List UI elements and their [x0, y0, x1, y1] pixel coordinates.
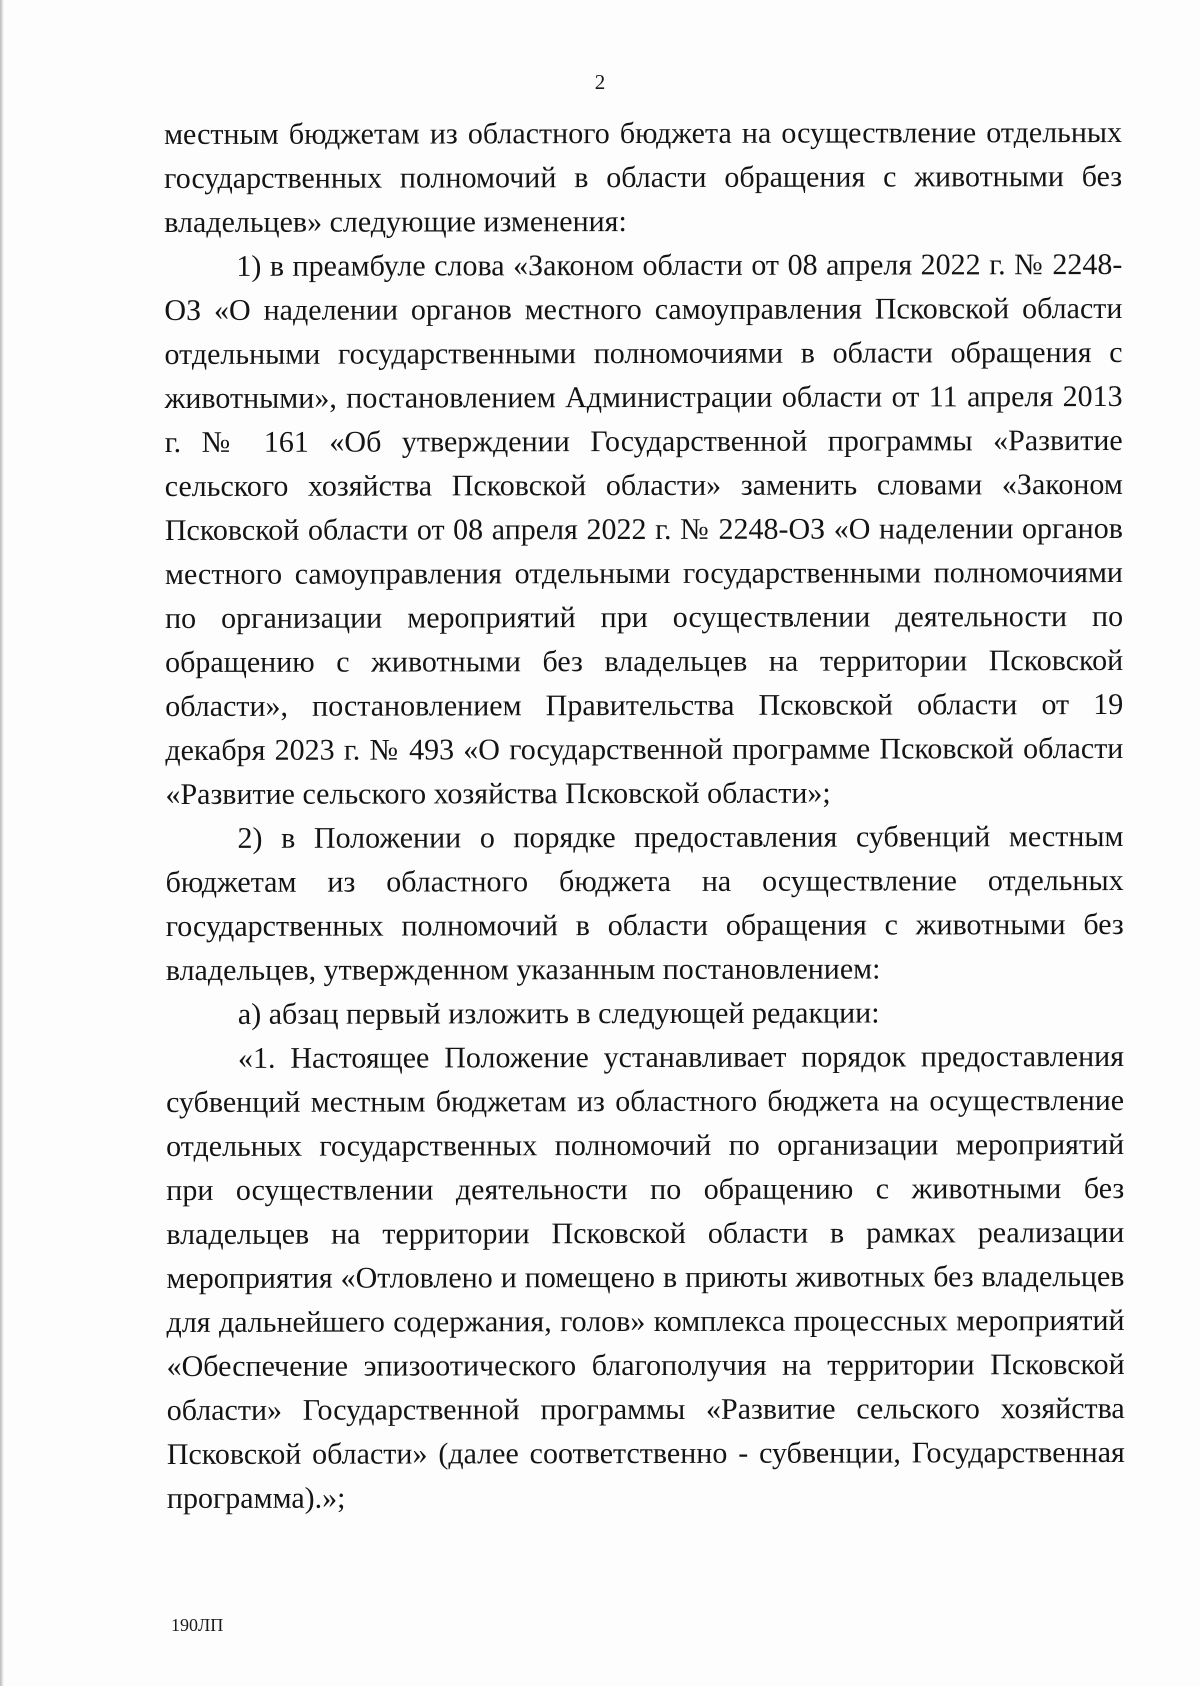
- paragraph-continuation: местным бюджетам из областного бюджета на осуществление отдельных государственных полномочий в области обращения с животными без владельцев» следующие изменения:: [164, 115, 1123, 239]
- scan-edge: [0, 0, 4, 1686]
- paragraph-item-2: 2) в Положении о порядке предоставления субвенций местным бюджетам из областного бюджета на осуществление отдельных государственных полномочий в области обращения с животными без владельцев, утвержденном указанным постановлением:: [165, 819, 1124, 987]
- paragraph-item-1: 1) в преамбуле слова «Законом области от 08 апреля 2022 г. № 2248-ОЗ «О наделении органов местного самоуправления Псковской области отдельными государственными полномочиями в области обращения с животными», постановлением Администрации области от 11 апреля 2013 г. № 161 «Об утверждении Государственной программы «Развитие сельского хозяйства Псковской области» заменить словами «Законом Псковской области от 08 апреля 2022 г. № 2248-ОЗ «О наделении органов местного самоуправления отдельными государственными полномочиями по организации мероприятий при осуществлении деятельности по обращению с животными без владельцев на территории Псковской области», постановлением Правительства Псковской области от 19 декабря 2023 г. № 493 «О государственной программе Псковской области «Развитие сельского хозяйства Псковской области»;: [164, 247, 1124, 811]
- document-body: [164, 111, 1125, 1521]
- paragraph-item-2a: а) абзац первый изложить в следующей редакции:: [237, 996, 880, 1031]
- paragraph-quoted-clause-1: «1. Настоящее Положение устанавливает порядок предоставления субвенций местным бюджетам из областного бюджета на осуществление отдельных государственных полномочий по организации мероприятий при осуществлении деятельности по обращению с животными без владельцев на территории Псковской области в рамках реализации мероприятия «Отловлено и помещено в приюты животных без владельцев для дальнейшего содержания, голов» комплекса процессных мероприятий «Обеспечение эпизоотического благополучия на территории Псковской области» Государственной программы «Развитие сельского хозяйства Псковской области» (далее соответственно - субвенции, Государственная программа).»;: [166, 1039, 1125, 1515]
- footer-document-code: 190ЛП: [171, 1615, 224, 1635]
- page-number: 2: [594, 70, 606, 94]
